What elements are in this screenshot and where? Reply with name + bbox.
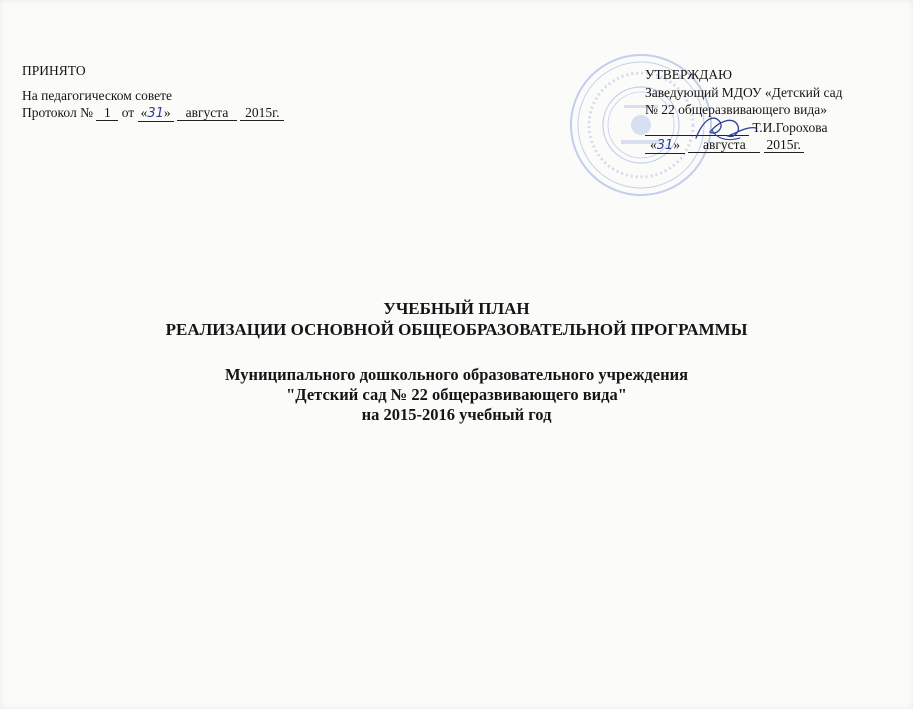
subtitle-line-3: на 2015-2016 учебный год xyxy=(361,405,552,424)
handwritten-day: 31 xyxy=(656,138,674,153)
protocol-number: 1 xyxy=(96,106,118,121)
handwritten-signature xyxy=(690,108,760,148)
protocol-day-field xyxy=(138,106,174,122)
approval-month: августа xyxy=(688,138,760,153)
accepted-block xyxy=(22,62,284,122)
document-title xyxy=(0,298,913,340)
approval-date-line xyxy=(645,136,895,154)
protocol-prefix: Протокол № xyxy=(22,105,93,120)
handwritten-day: 31 xyxy=(147,106,164,121)
quote-open: « xyxy=(140,105,148,120)
pedagogical-council-line: На педагогическом совете xyxy=(22,88,173,103)
kindergarten-name-line: № 22 общеразвивающего вида» xyxy=(645,102,828,117)
subtitle-line-1: Муниципального дошкольного образовательного учреждения xyxy=(224,365,689,384)
protocol-month: августа xyxy=(177,106,237,121)
from-label: от xyxy=(121,105,135,120)
title-line-1: УЧЕБНЫЙ ПЛАН xyxy=(383,299,530,318)
quote-open: « xyxy=(649,137,657,152)
accepted-title: ПРИНЯТО xyxy=(22,63,86,78)
subtitle-line-2: "Детский сад № 22 общеразвивающего вида" xyxy=(286,385,627,404)
approval-day-field xyxy=(645,138,685,154)
document-subtitle xyxy=(0,365,913,425)
head-position-line: Заведующий МДОУ «Детский сад xyxy=(645,84,843,100)
protocol-line xyxy=(22,104,284,122)
quote-close: » xyxy=(673,137,681,152)
protocol-year: 2015г. xyxy=(240,106,284,121)
approval-year: 2015г. xyxy=(764,138,804,153)
quote-close: » xyxy=(163,105,171,120)
signature-line xyxy=(645,119,895,137)
approve-block xyxy=(645,66,895,154)
signer-name: Т.И.Горохова xyxy=(752,119,828,135)
approve-title: УТВЕРЖДАЮ xyxy=(645,67,733,82)
title-line-2: РЕАЛИЗАЦИИ ОСНОВНОЙ ОБЩЕОБРАЗОВАТЕЛЬНОЙ ПРОГРАММЫ xyxy=(165,320,748,339)
